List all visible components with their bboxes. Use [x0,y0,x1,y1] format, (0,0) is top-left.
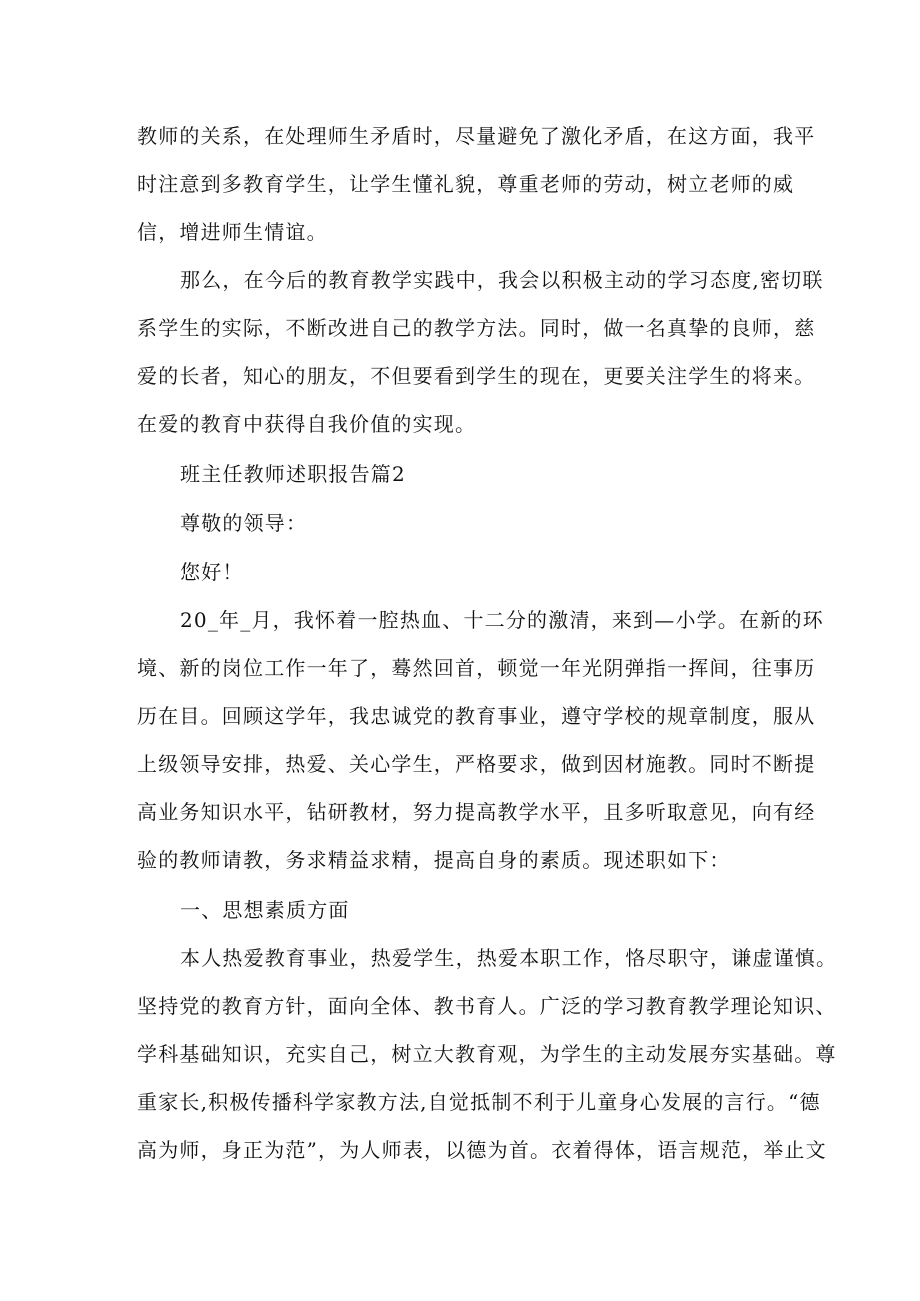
paragraph-line: 高业务知识水平，钻研教材，努力提高教学水平，且多听取意见，向有经 [137,800,816,824]
paragraph-line: 那么，在今后的教育教学实践中，我会以积极主动的学习态度,密切联 [180,268,824,292]
paragraph-line: 高为师，身正为范”，为人师表，以德为首。衣着得体，语言规范，举止文 [137,1138,827,1162]
paragraph-line: 历在目。回顾这学年，我忠诚党的教育事业，遵守学校的规章制度，服从 [137,704,816,728]
section-heading: 一、思想素质方面 [180,898,350,922]
paragraph-line: 爱的长者，知心的朋友，不但要看到学生的现在，更要关注学生的将来。 [137,364,816,388]
paragraph-line: 重家长,积极传播科学家教方法,自觉抵制不利于儿童身心发展的言行。“德 [137,1090,821,1114]
salutation: 尊敬的领导： [180,511,308,535]
paragraph-line: 上级领导安排，热爱、关心学生，严格要求，做到因材施教。同时不断提 [137,752,816,776]
paragraph-line: 教师的关系，在处理师生矛盾时，尽量避免了激化矛盾，在这方面，我平 [137,124,816,148]
paragraph-line: 在爱的教育中获得自我价值的实现。 [137,412,477,436]
paragraph-line: 时注意到多教育学生，让学生懂礼貌，尊重老师的劳动，树立老师的威 [137,172,795,196]
paragraph-line: 信，增进师生情谊。 [137,220,328,244]
paragraph-line: 验的教师请教，务求精益求精，提高自身的素质。现述职如下： [137,848,731,872]
greeting: 您好！ [180,560,244,584]
paragraph-line: 20_年_月，我怀着一腔热血、十二分的激清，来到—小学。在新的环 [180,608,824,632]
paragraph-line: 坚持党的教育方针，面向全体、教书育人。广泛的学习教育教学理论知识、 [137,994,837,1018]
section-title: 班主任教师述职报告篇2 [180,462,406,486]
paragraph-line: 系学生的实际，不断改进自己的教学方法。同时，做一名真挚的良师，慈 [137,316,816,340]
paragraph-line: 学科基础知识，充实自己，树立大教育观，为学生的主动发展夯实基础。尊 [137,1042,837,1066]
paragraph-line: 境、新的岗位工作一年了，蓦然回首，顿觉一年光阴弹指一挥间，往事历 [137,656,816,680]
paragraph-line: 本人热爱教育事业，热爱学生，热爱本职工作，恪尽职守，谦虚谨慎。 [180,946,838,970]
